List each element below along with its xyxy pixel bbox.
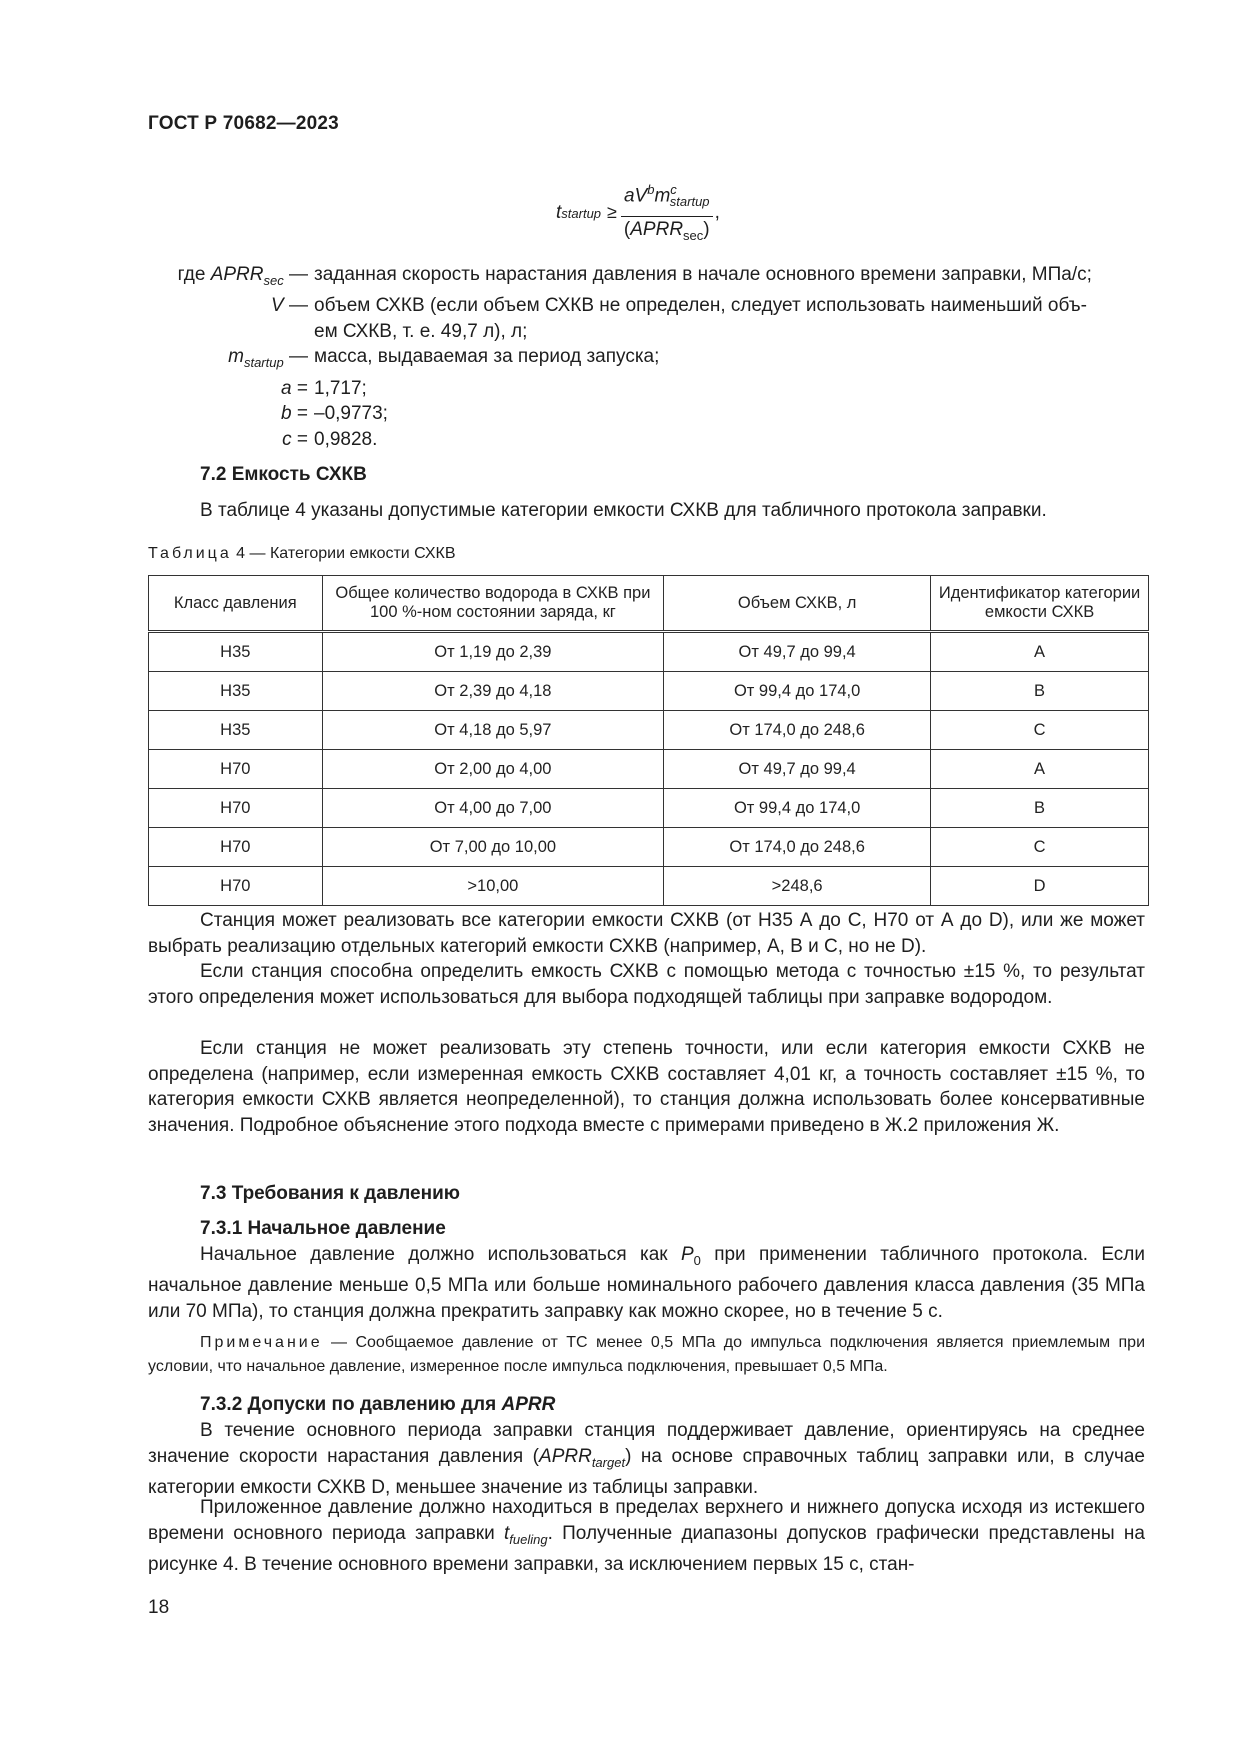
definition-text: 0,9828.: [314, 428, 378, 450]
paragraph-text: Приложенное давление должно находиться в пределах верхнего и нижнего допуска исходя из истекшего времени основного периода заправки: [148, 1497, 1145, 1544]
definitions-intro: где: [177, 264, 211, 285]
symbol-sub: startup: [243, 355, 284, 371]
section-7-3-2-heading: [200, 1394, 555, 1416]
table-cell: От 49,7 до 99,4: [664, 632, 931, 672]
column-header: Общее количество водорода в СХКВ при 100 %-ном состоянии заряда, кг: [322, 576, 664, 632]
definition-symbol: [148, 427, 314, 453]
document-header: ГОСТ Р 70682—2023: [148, 113, 339, 134]
table-cell: От 4,18 до 5,97: [322, 711, 664, 750]
paragraph-aprr-target: [148, 1418, 1145, 1500]
table-cell: >248,6: [664, 867, 931, 906]
table-cell: От 174,0 до 248,6: [664, 711, 931, 750]
definition-row: [148, 376, 1148, 402]
symbol-aprr: APRR: [539, 1445, 592, 1467]
definition-text: объем СХКВ (если объем СХКВ не определен, следует использовать наименьший объ-: [314, 295, 1087, 317]
definition-row: [148, 427, 1148, 453]
formula-lhs-base: t: [556, 201, 562, 223]
table-cell: От 99,4 до 174,0: [664, 672, 931, 711]
table-cell: От 49,7 до 99,4: [664, 750, 931, 789]
column-header: Объем СХКВ, л: [664, 576, 931, 632]
table-row: [149, 867, 1149, 906]
table-cell: Н70: [149, 789, 323, 828]
heading-italic: APRR: [501, 1394, 556, 1415]
table-cell: От 174,0 до 248,6: [664, 828, 931, 867]
definition-symbol: [148, 376, 314, 402]
formula-a: a: [623, 185, 635, 207]
table-header-row: [149, 576, 1149, 632]
table-cell: От 2,00 до 4,00: [322, 750, 664, 789]
note-block: [148, 1331, 1145, 1379]
table-cell: C: [931, 828, 1149, 867]
table-caption: [148, 545, 456, 563]
table-cell: D: [931, 867, 1149, 906]
table-caption-text: 4 — Категории емкости СХКВ: [231, 545, 456, 562]
section-7-2-heading: 7.2 Емкость СХКВ: [200, 464, 367, 485]
symbol-equals: =: [291, 377, 308, 399]
paragraph-text: В таблице 4 указаны допустимые категории емкости СХКВ для табличного протокола заправки.: [200, 500, 1047, 521]
symbol-equals: =: [291, 428, 308, 450]
formula-aprr-sub: sec: [683, 227, 704, 243]
table-cell: B: [931, 789, 1149, 828]
symbol-t: t: [503, 1522, 510, 1544]
table-row: [149, 828, 1149, 867]
paragraph-text: . Полученные диапазоны допусков графически представлены на рисунке 4. В течение основного времени заправки, за исключением первых 15 с, стан-: [148, 1522, 1145, 1575]
formula-definitions: [148, 262, 1148, 452]
symbol-dash: —: [283, 264, 308, 285]
definition-text: масса, выдаваемая за период запуска;: [314, 346, 660, 368]
formula-aprr: APRR: [630, 219, 684, 241]
definition-text: –0,9773;: [314, 403, 388, 425]
definition-symbol: [148, 293, 314, 319]
table-cell: От 99,4 до 174,0: [664, 789, 931, 828]
table-cell: От 4,00 до 7,00: [322, 789, 664, 828]
paragraph-tolerances: [148, 1495, 1145, 1577]
paragraph-text: Если станция способна определить емкость СХКВ с помощью метода с точностью ±15 %, то результат этого определения может использоваться для выбора подходящей таблицы при заправке водородом.: [148, 961, 1145, 1008]
paragraph-text: ) на основе справочных таблиц заправки или, в случае категории емкости СХКВ D, меньшее значение из таблицы заправки.: [148, 1445, 1145, 1498]
table-cell: C: [931, 711, 1149, 750]
definition-symbol: [148, 262, 314, 293]
column-header: Идентификатор категории емкости СХКВ: [931, 576, 1149, 632]
formula-lhs-sub: startup: [561, 205, 602, 221]
symbol-equals: =: [291, 403, 308, 425]
table-cell: Н70: [149, 750, 323, 789]
formula-numerator: [621, 178, 713, 217]
paragraph-text: Если станция не может реализовать эту степень точности, или если категория емкости СХКВ не определена (например, если измеренная емкость СХКВ составляет 4,01 кг, а точность составляет ±15 %, то категория емкости СХКВ является неопределенной), то станция должна использовать более консервативные значения. Подробное объяснение этого подхода вместе с примерами приведено в Ж.2 приложения Ж.: [148, 1038, 1145, 1136]
formula-lhs: [556, 202, 601, 224]
formula-V: V: [634, 185, 648, 207]
table-cell: От 1,19 до 2,39: [322, 632, 664, 672]
symbol-t-sub: fueling: [509, 1531, 548, 1547]
table-row: [149, 672, 1149, 711]
definition-row: [148, 401, 1148, 427]
formula-b: b: [647, 182, 655, 197]
symbol-name: c: [282, 428, 292, 450]
paragraph-initial-pressure: [148, 1242, 1145, 1324]
definition-symbol: [148, 344, 314, 375]
formula-fraction: [621, 178, 713, 248]
formula-m-sub: startup: [669, 194, 710, 210]
paragraph-text: Начальное давление должно использоваться как: [200, 1244, 681, 1265]
symbol-sub: sec: [263, 272, 284, 288]
table-row: [149, 789, 1149, 828]
symbol-name: APRR: [210, 264, 264, 285]
formula-denominator: [621, 217, 713, 248]
paragraph-text: В течение основного периода заправки станция поддерживает давление, ориентируясь на среднее значение скорости нарастания давления (: [148, 1420, 1145, 1467]
definition-row: [148, 262, 1148, 293]
symbol-name: a: [281, 377, 292, 399]
definition-row: [148, 293, 1148, 319]
page-number: 18: [148, 1597, 170, 1618]
table-cell: B: [931, 672, 1149, 711]
formula-m: m: [654, 185, 671, 207]
table-row: [149, 632, 1149, 672]
table-caption-label: Таблица: [148, 545, 232, 562]
formula-paren-open: (: [623, 219, 631, 241]
symbol-dash: —: [283, 295, 308, 317]
paragraph-accuracy: [148, 959, 1145, 1010]
capacity-categories-table: [148, 575, 1149, 906]
symbol-p-sub: 0: [693, 1252, 701, 1268]
table-cell: От 2,39 до 4,18: [322, 672, 664, 711]
definition-row: [148, 344, 1148, 375]
note-label: Примечание: [200, 1334, 323, 1351]
heading-text: 7.3.2 Допуски по давлению для: [200, 1394, 502, 1415]
definition-text: 1,717;: [314, 377, 367, 399]
table-cell: Н35: [149, 632, 323, 672]
column-header: Класс давления: [149, 576, 323, 632]
symbol-name: b: [281, 403, 292, 425]
table-cell: От 7,00 до 10,00: [322, 828, 664, 867]
table-cell: Н70: [149, 828, 323, 867]
note-text: — Сообщаемое давление от ТС менее 0,5 МПа до импульса подключения является приемлемым при условии, что начальное давление, измеренное после импульса подключения, превышает 0,5 МПа.: [148, 1334, 1145, 1375]
section-7-3-heading: 7.3 Требования к давлению: [200, 1183, 460, 1204]
table-cell: Н35: [149, 672, 323, 711]
definition-symbol: [148, 401, 314, 427]
definition-continuation: ем СХКВ, т. е. 49,7 л), л;: [314, 320, 528, 342]
symbol-dash: —: [283, 346, 308, 368]
symbol-name: m: [228, 346, 244, 368]
formula-c: c: [670, 182, 677, 197]
paragraph-implementation: [148, 908, 1145, 959]
section-7-3-1-heading: 7.3.1 Начальное давление: [200, 1218, 446, 1239]
startup-time-formula: [556, 178, 720, 248]
table-row: [149, 711, 1149, 750]
symbol-name: V: [271, 295, 284, 317]
paragraph-text: при применении табличного протокола. Если начальное давление меньше 0,5 МПа или больше номинального рабочего давления класса давления (35 МПа или 70 МПа), то станция должна прекратить заправку как можно скорее, но в течение 5 с.: [148, 1244, 1146, 1322]
section-7-2-intro: [148, 498, 1145, 524]
formula-paren-close: ): [703, 219, 710, 241]
table-cell: A: [931, 750, 1149, 789]
symbol-aprr-sub: target: [591, 1454, 626, 1470]
table-cell: Н70: [149, 867, 323, 906]
paragraph-text: Станция может реализовать все категории емкости СХКВ (от Н35 А до С, Н70 от А до D), или же может выбрать реализацию отдельных категорий емкости СХКВ (например, А, В и С, но не D).: [148, 910, 1145, 957]
table-cell: A: [931, 632, 1149, 672]
table-cell: Н35: [149, 711, 323, 750]
table-row: [149, 750, 1149, 789]
paragraph-conservative: [148, 1036, 1145, 1138]
table-cell: >10,00: [322, 867, 664, 906]
definition-text: заданная скорость нарастания давления в начале основного времени заправки, МПа/с;: [314, 264, 1092, 285]
formula-relation: ≥: [607, 202, 617, 223]
formula-comma: ,: [714, 201, 720, 223]
symbol-p: P: [680, 1244, 694, 1265]
